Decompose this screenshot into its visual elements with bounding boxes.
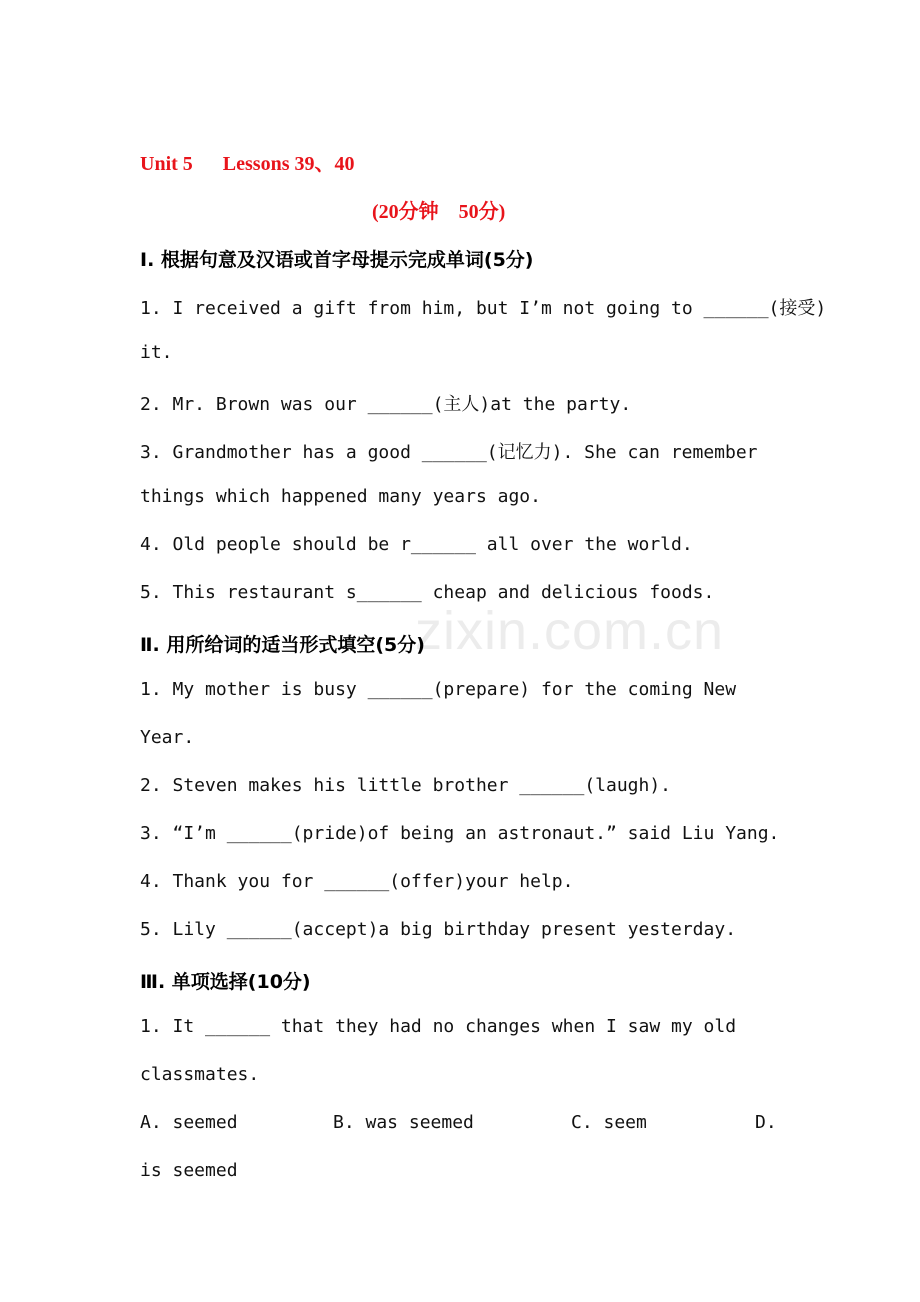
section-2-heading: Ⅱ. 用所给词的适当形式填空(5分) [140,634,425,656]
option-d: D. [755,1112,777,1133]
section-1-line: things which happened many years ago. [140,486,541,507]
unit-title: Unit 5 Lessons 39、40 [140,153,355,175]
section-3-heading: Ⅲ. 单项选择(10分) [140,971,311,993]
section-2-line: 5. Lily ______(accept)a big birthday present yesterday. [140,919,737,940]
watermark: zixin.com.cn [415,601,725,661]
option-a: A. seemed [140,1112,238,1133]
question-1-line: classmates. [140,1064,260,1085]
section-2-line: 3. “I’m ______(pride)of being an astronaut.” said Liu Yang. [140,823,780,844]
option-c: C. seem [571,1112,647,1133]
option-b: B. was seemed [333,1112,474,1133]
question-1-line: 1. It ______ that they had no changes when I saw my old [140,1016,737,1037]
section-1-line: it. [140,342,173,363]
section-1-line: 1. I received a gift from him, but I’m not going to ______(接受) [140,298,827,319]
section-1-heading: Ⅰ. 根据句意及汉语或首字母提示完成单词(5分) [140,249,534,271]
section-1-line: 5. This restaurant s______ cheap and delicious foods. [140,582,715,603]
time-score-subtitle: (20分钟 50分) [372,201,506,223]
option-d-continued: is seemed [140,1160,238,1181]
section-1-line: 3. Grandmother has a good ______(记忆力). She can remember [140,442,758,463]
section-1-line: 2. Mr. Brown was our ______(主人)at the party. [140,394,632,415]
section-2-line: 1. My mother is busy ______(prepare) for the coming New [140,679,737,700]
section-2-line: Year. [140,727,195,748]
section-1-line: 4. Old people should be r______ all over the world. [140,534,693,555]
section-2-line: 4. Thank you for ______(offer)your help. [140,871,574,892]
section-2-line: 2. Steven makes his little brother ______(laugh). [140,775,672,796]
